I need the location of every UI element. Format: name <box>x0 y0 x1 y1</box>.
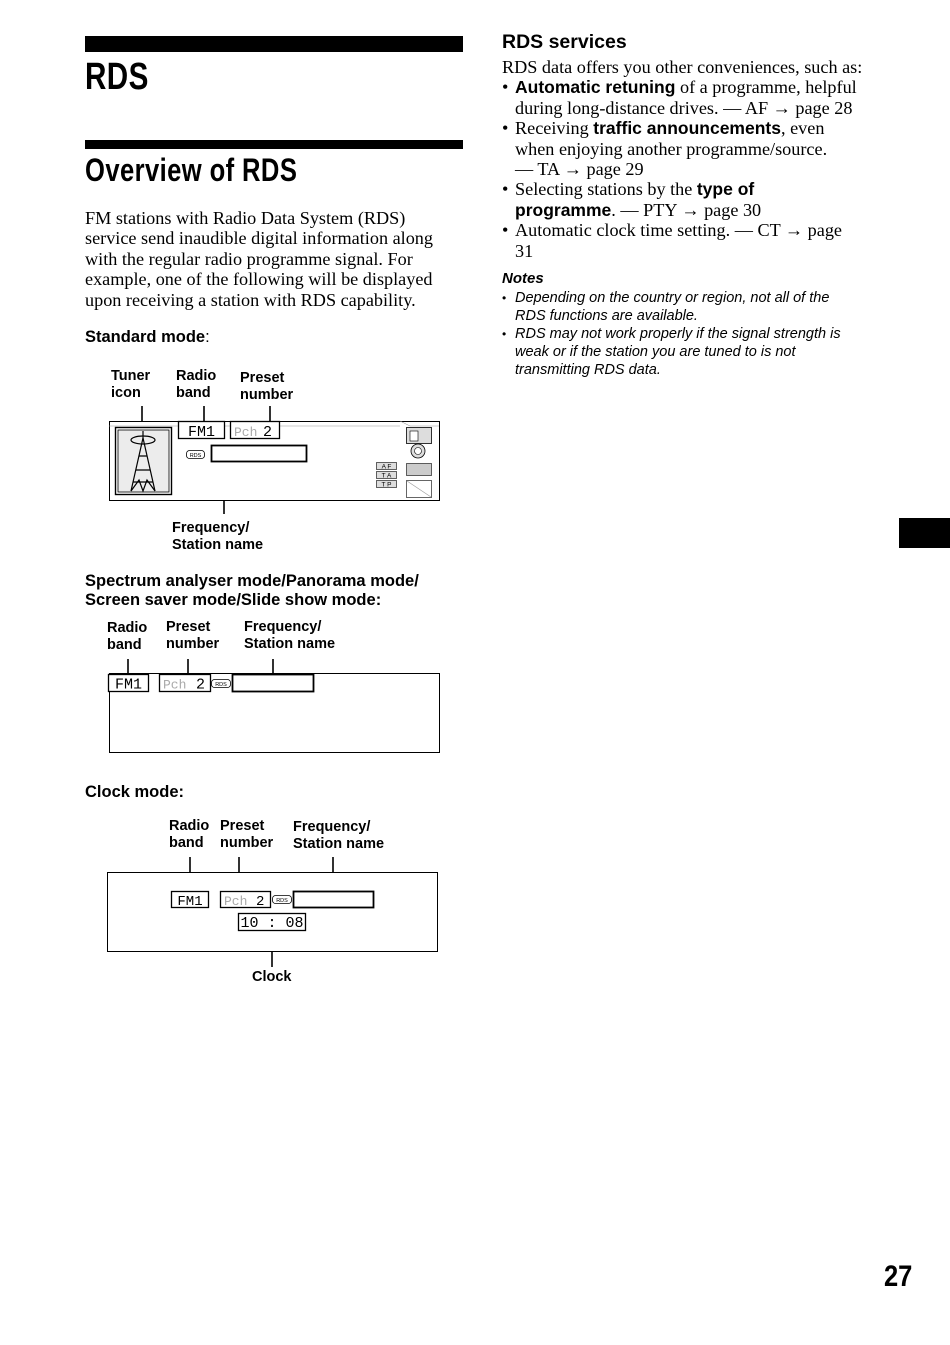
svg-text:FM1: FM1 <box>187 424 216 441</box>
svg-text:2: 2 <box>256 894 265 910</box>
label-frequency-station: Frequency/ Station name <box>172 520 264 553</box>
section-rule-top <box>85 36 463 52</box>
label-clock: Clock <box>252 969 292 985</box>
label-preset-number: Preset number <box>220 818 274 851</box>
label-radio-band: Radio band <box>107 620 148 653</box>
list-item: • RDS may not work properly if the signal strength is weak or if the station you are tuned to is not transmitting RDS data. <box>502 325 882 379</box>
svg-text:10 : 08: 10 : 08 <box>240 915 304 932</box>
standard-mode-heading: Standard mode: <box>85 328 210 346</box>
svg-text:T P: T P <box>381 481 392 489</box>
overview-rule <box>85 140 463 149</box>
arrow-right-icon: → <box>772 97 791 118</box>
svg-text:FM1: FM1 <box>114 676 143 694</box>
section-title: RDS <box>85 56 149 98</box>
arrow-right-icon: → <box>563 159 582 180</box>
label-preset-number: Preset number <box>240 370 294 403</box>
svg-text:2: 2 <box>196 676 206 694</box>
list-item: • Receiving traffic announcements, even when enjoying another programme/source. — TA → page 29 <box>502 118 902 179</box>
label-radio-band: Radio band <box>176 368 217 401</box>
svg-text:T A: T A <box>381 472 392 480</box>
svg-text:RDS: RDS <box>215 682 227 688</box>
svg-text:Pch: Pch <box>163 677 187 693</box>
svg-text:2: 2 <box>263 424 273 441</box>
svg-text:A F: A F <box>381 463 392 471</box>
rds-services-title: RDS services <box>502 31 627 53</box>
standard-mode-display <box>100 400 450 525</box>
clock-mode-display <box>100 855 450 970</box>
label-preset-number: Preset number <box>166 619 220 652</box>
notes-list <box>502 289 882 379</box>
section-tab-marker <box>899 518 950 548</box>
rds-services-body: RDS data offers you other conveniences, such as: • Automatic retuning of a programme, helpful during long-distance drives. — AF → page 28 • Receiving traffic announcements, even when enjoying another programme/source. — TA → page 29 • Selecting stations by the type of programme. — PTY → page 30 • Automatic clock time setting. — CT → page 31 <box>502 57 902 261</box>
spectrum-mode-display <box>100 655 450 760</box>
svg-text:FM1: FM1 <box>177 894 203 910</box>
svg-text:RDS: RDS <box>276 898 288 904</box>
spectrum-mode-heading: Spectrum analyser mode/Panorama mode/ Screen saver mode/Slide show mode: <box>85 572 419 609</box>
notes-title: Notes <box>502 270 544 287</box>
svg-text:Pch: Pch <box>234 425 258 440</box>
clock-mode-heading: Clock mode: <box>85 783 185 801</box>
label-frequency-station: Frequency/ Station name <box>293 819 385 852</box>
arrow-right-icon: → <box>784 220 804 241</box>
svg-text:RDS: RDS <box>189 453 202 459</box>
page-number: 27 <box>884 1260 913 1293</box>
label-tuner-icon: Tuner icon <box>111 368 151 401</box>
arrow-right-icon: → <box>681 199 700 220</box>
overview-paragraph: FM stations with Radio Data System (RDS) service send inaudible digital information along with the regular radio programme signal. For example, one of the following will be displayed upon receiving a station with RDS capability. <box>85 208 433 310</box>
svg-text:Pch: Pch <box>224 894 248 909</box>
list-item: • Automatic retuning of a programme, helpful during long-distance drives. — AF → page 28 <box>502 77 902 118</box>
list-item: • Selecting stations by the type of programme. — PTY → page 30 <box>502 179 902 220</box>
label-radio-band: Radio band <box>169 818 210 851</box>
list-item: • Automatic clock time setting. — CT → page 31 <box>502 220 902 261</box>
label-frequency-station: Frequency/ Station name <box>244 619 336 652</box>
overview-title: Overview of RDS <box>85 152 298 188</box>
list-item: • Depending on the country or region, not all of the RDS functions are available. <box>502 289 882 325</box>
